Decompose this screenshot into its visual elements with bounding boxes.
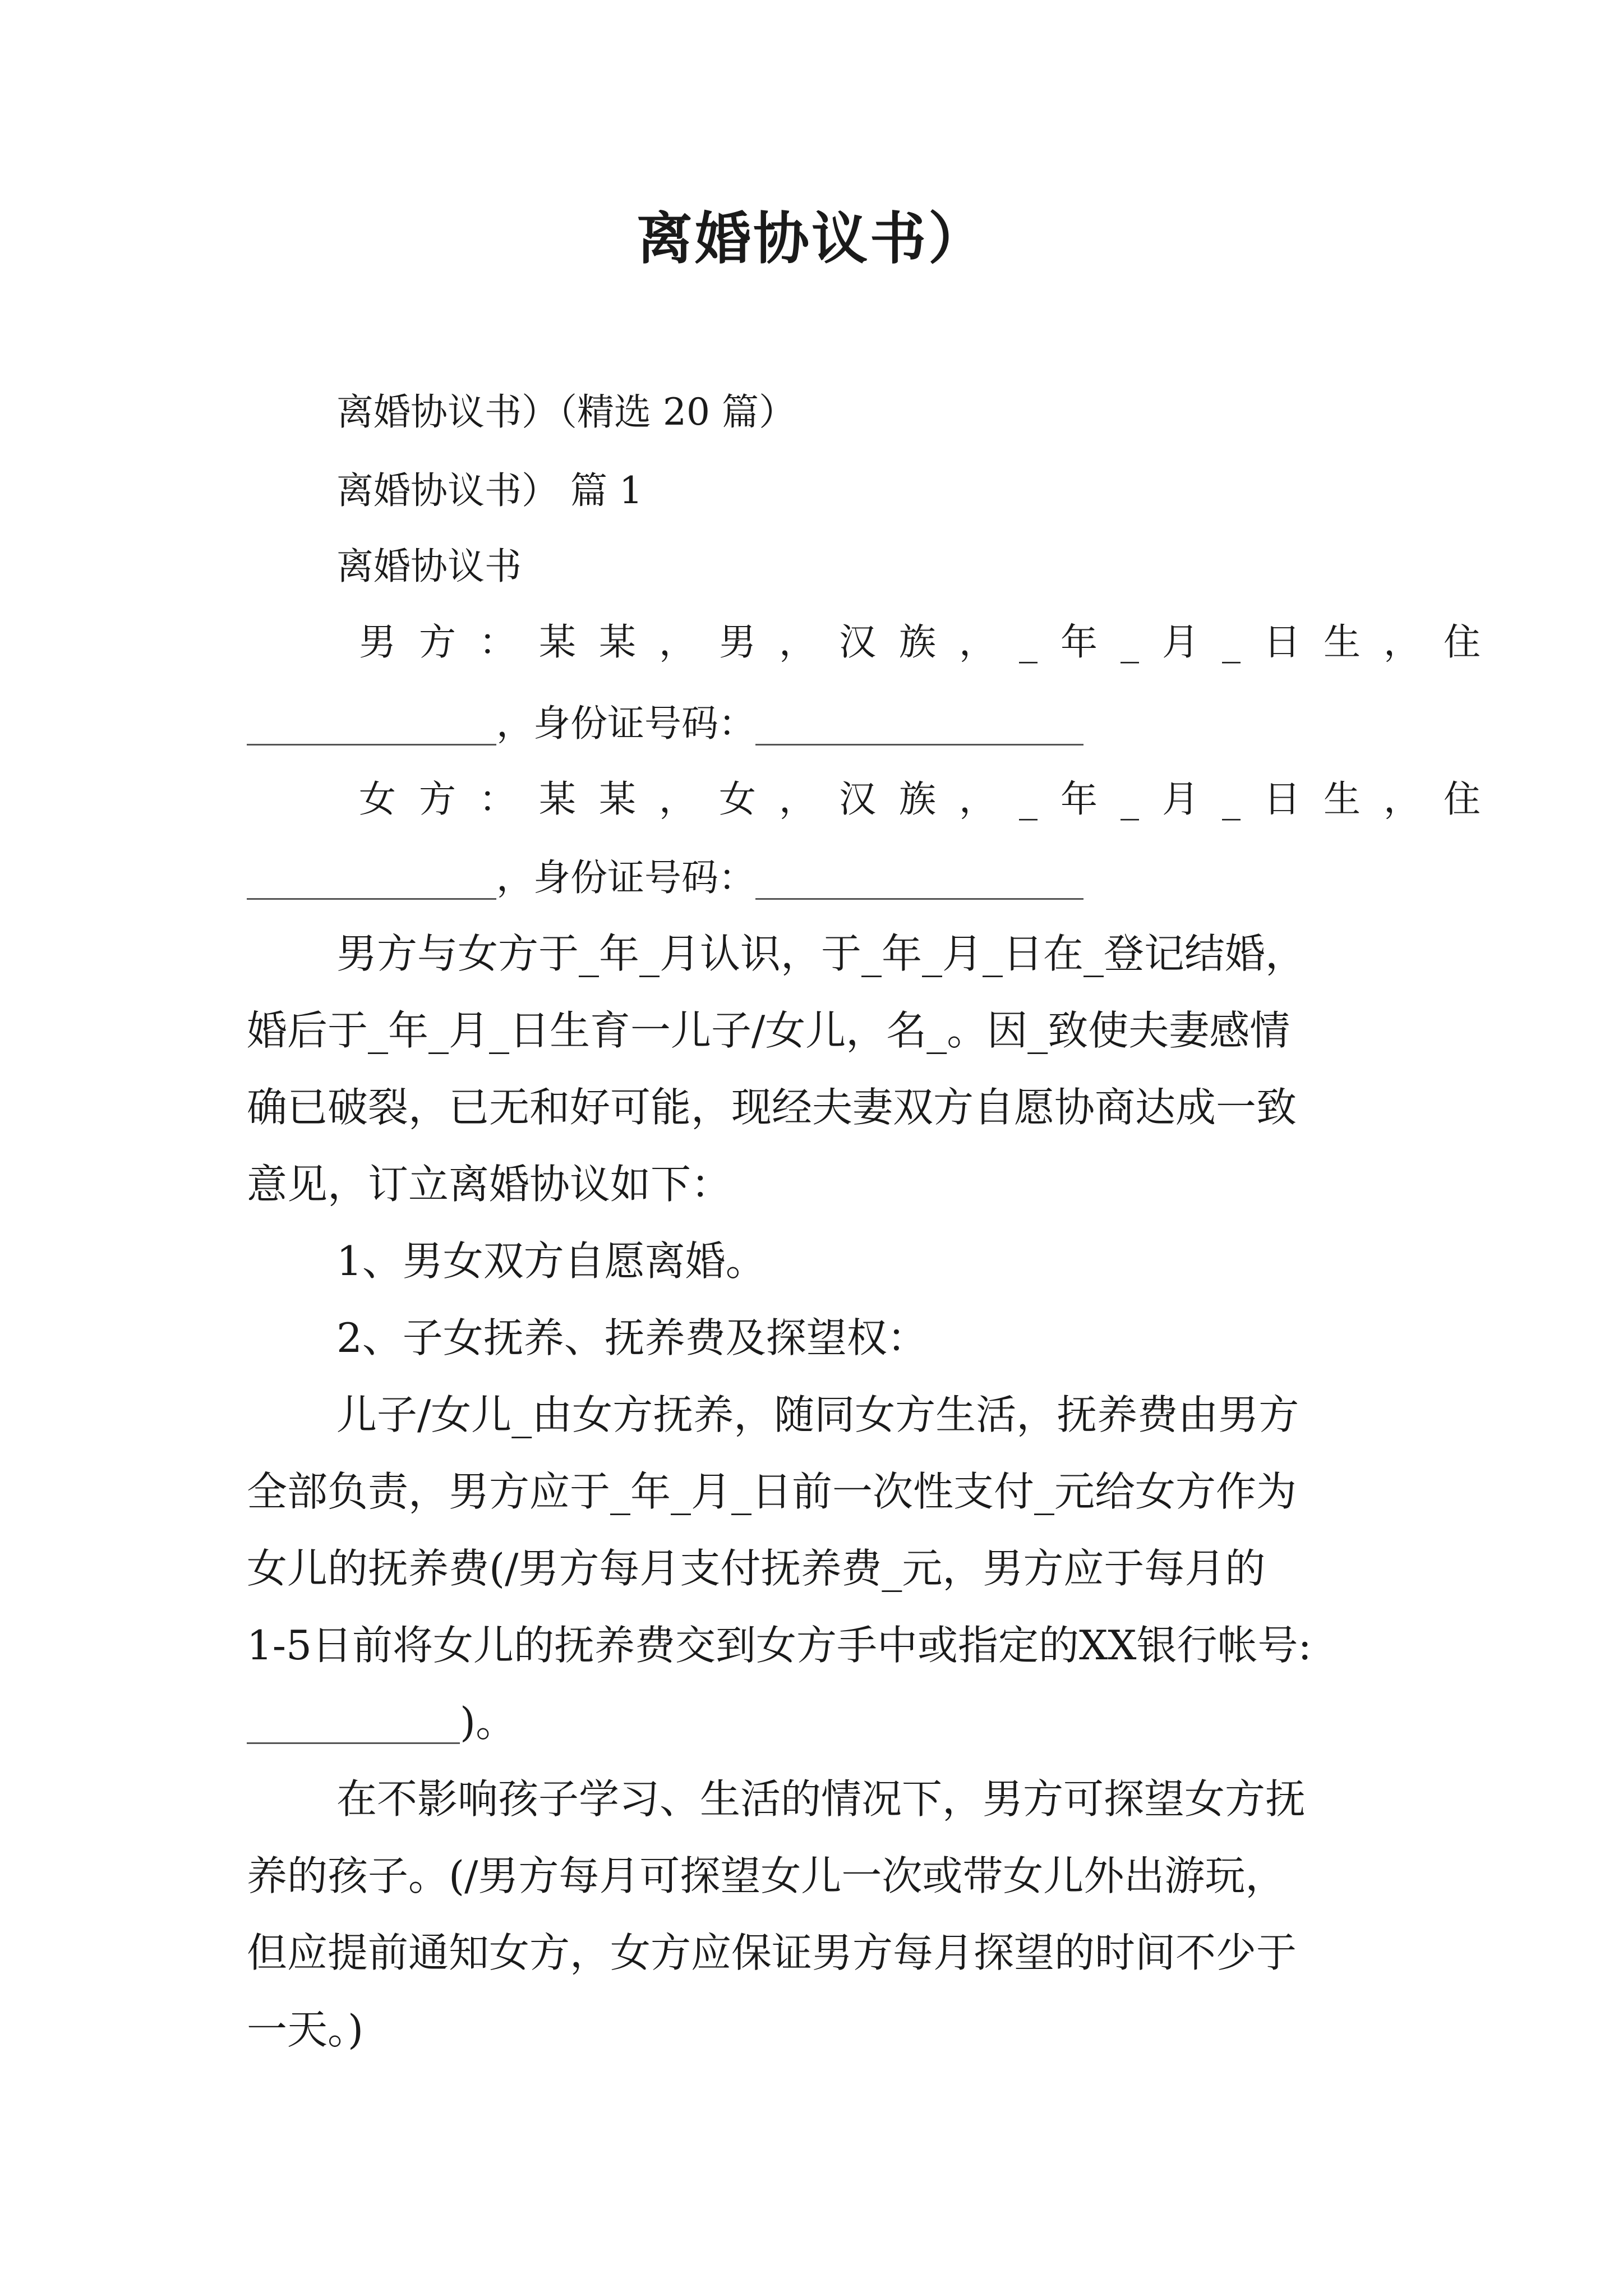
woman-id-line <box>247 853 1083 903</box>
woman-char: 某 <box>539 777 576 821</box>
paragraph-line: 儿子/女儿_由女方抚养，随同女方生活，抚养费由男方 <box>336 1391 1299 1438</box>
woman-char: ， <box>659 777 696 821</box>
woman-char: 汉 <box>839 777 876 821</box>
man-char: 男 <box>359 620 396 664</box>
man-char: 日 <box>1264 620 1301 664</box>
woman-id-number-blank <box>755 864 1083 900</box>
paragraph-line: 1-5日前将女儿的抚养费交到女方手中或指定的XX银行帐号: <box>247 1622 1312 1669</box>
man-char: ， <box>779 620 816 664</box>
man-id-line <box>247 698 1083 749</box>
intro-line-heading: 离婚协议书 <box>336 545 522 588</box>
man-char: 住 <box>1444 620 1481 664</box>
man-char: 方 <box>419 620 456 664</box>
man-char: ， <box>1384 620 1421 664</box>
man-char: 某 <box>599 620 636 664</box>
woman-char: 月 <box>1162 777 1199 821</box>
man-char: ： <box>479 620 516 664</box>
man-char: 生 <box>1324 620 1361 664</box>
paragraph-line: 意见，订立离婚协议如下： <box>247 1161 732 1208</box>
woman-party-line <box>359 774 1481 825</box>
woman-char: 年 <box>1061 777 1098 821</box>
woman-char: ， <box>779 777 816 821</box>
paragraph-line: 女儿的抚养费(/男方每月支付抚养费_元，男方应于每月的 <box>247 1545 1266 1592</box>
bank-account-line <box>247 1697 516 1747</box>
man-char: 月 <box>1162 620 1199 664</box>
man-char: 族 <box>899 620 936 664</box>
man-char: 年 <box>1061 620 1098 664</box>
woman-char: _ <box>1019 777 1038 821</box>
man-id-label: ，身份证号码： <box>496 702 755 745</box>
paragraph-line: 全部负责，男方应于_年_月_日前一次性支付_元给女方作为 <box>247 1468 1297 1515</box>
woman-char: 住 <box>1444 777 1481 821</box>
man-id-number-blank <box>755 710 1083 746</box>
man-char: _ <box>1121 620 1139 664</box>
woman-char: 日 <box>1264 777 1301 821</box>
woman-char: ， <box>1384 777 1421 821</box>
woman-char: 女 <box>719 777 756 821</box>
intro-line-chapter: 离婚协议书） 篇 1 <box>336 469 643 512</box>
clause-item-2: 2、子女抚养、抚养费及探望权： <box>336 1314 928 1361</box>
woman-char: _ <box>1222 777 1241 821</box>
man-party-line <box>359 617 1481 668</box>
man-char: ， <box>959 620 996 664</box>
man-char: _ <box>1222 620 1241 664</box>
man-char: 汉 <box>839 620 876 664</box>
clause-item-1: 1、男女双方自愿离婚。 <box>336 1237 766 1285</box>
woman-char: 某 <box>599 777 636 821</box>
woman-char: ， <box>959 777 996 821</box>
woman-char: 女 <box>359 777 396 821</box>
paragraph-line: 养的孩子。(/男方每月可探望女儿一次或带女儿外出游玩， <box>247 1852 1286 1899</box>
woman-char: 方 <box>419 777 456 821</box>
paragraph-line: 但应提前通知女方，女方应保证男方每月探望的时间不少于 <box>247 1929 1297 1976</box>
paragraph-line: 确已破裂，已无和好可能，现经夫妻双方自愿协商达成一致 <box>247 1084 1297 1131</box>
man-char: 男 <box>719 620 756 664</box>
document-title: 离婚协议书） <box>637 205 986 272</box>
woman-char: _ <box>1121 777 1139 821</box>
woman-char: ： <box>479 777 516 821</box>
paragraph-line: 婚后于_年_月_日生育一儿子/女儿，名_。因_致使夫妻感情 <box>247 1007 1290 1054</box>
paragraph-line: 男方与女方于_年_月认识，于_年_月_日在_登记结婚， <box>336 930 1306 977</box>
woman-id-label: ，身份证号码： <box>496 856 755 899</box>
paragraph-line: 在不影响孩子学习、生活的情况下，男方可探望女方抚 <box>336 1775 1306 1823</box>
intro-line-collection: 离婚协议书）（精选 20 篇） <box>336 390 796 434</box>
woman-char: 生 <box>1324 777 1361 821</box>
woman-char: 族 <box>899 777 936 821</box>
man-char: _ <box>1019 620 1038 664</box>
woman-address-blank <box>247 864 496 900</box>
paragraph-line: 一天。) <box>247 2006 364 2053</box>
paragraph-line-end: )。 <box>460 1699 517 1746</box>
man-char: ， <box>659 620 696 664</box>
man-char: 某 <box>539 620 576 664</box>
man-address-blank <box>247 710 496 746</box>
bank-account-blank <box>247 1709 460 1744</box>
